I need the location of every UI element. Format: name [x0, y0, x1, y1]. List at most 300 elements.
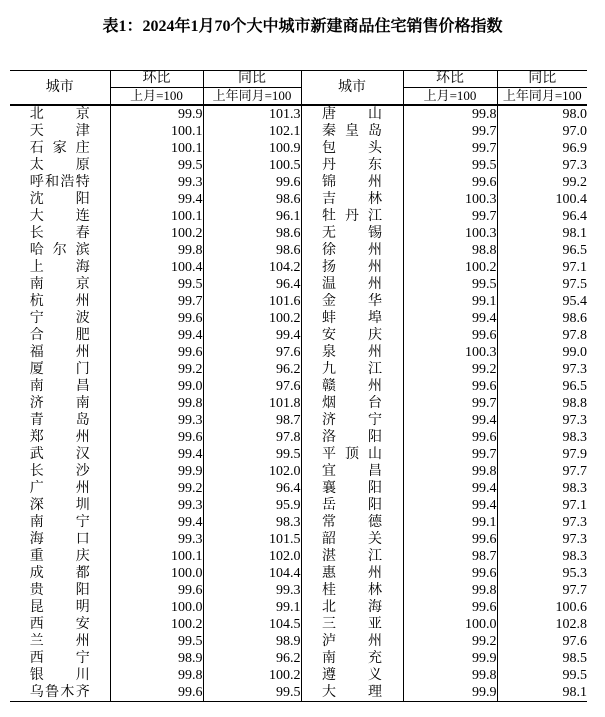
city-name: 太原: [29, 158, 90, 173]
table-row: [10, 378, 587, 395]
index-value-cell: 98.6: [203, 191, 301, 208]
index-value-cell: 97.8: [497, 327, 587, 344]
index-value-cell: 101.6: [203, 293, 301, 310]
table-row: [10, 293, 587, 310]
index-value-cell: 99.2: [110, 480, 203, 497]
city-name: 徐州: [322, 243, 382, 258]
city-name-cell: [10, 208, 110, 225]
index-value-cell: 99.4: [403, 497, 497, 514]
city-name: 福州: [29, 345, 90, 360]
index-value-cell: 95.9: [203, 497, 301, 514]
index-value-cell: 99.2: [110, 361, 203, 378]
yoy-column-header-left: 同比: [203, 71, 301, 88]
table-row: [10, 531, 587, 548]
index-value-cell: 99.6: [110, 684, 203, 702]
city-name-cell: [301, 514, 403, 531]
index-value-cell: 99.5: [110, 633, 203, 650]
table-row: [10, 174, 587, 191]
index-value-cell: 100.3: [403, 344, 497, 361]
city-name: 岳阳: [322, 498, 382, 513]
index-value-cell: 99.8: [403, 463, 497, 480]
city-name: 大连: [29, 209, 90, 224]
city-name: 襄阳: [322, 481, 382, 496]
mom-base-header-right: 上月=100: [403, 88, 497, 106]
index-value-cell: 99.6: [403, 531, 497, 548]
index-value-cell: 99.8: [403, 582, 497, 599]
index-value-cell: 99.4: [110, 327, 203, 344]
index-value-cell: 100.1: [110, 548, 203, 565]
city-name: 锦州: [322, 175, 382, 190]
city-name: 烟台: [322, 396, 382, 411]
table-row: [10, 548, 587, 565]
city-name-cell: [301, 480, 403, 497]
index-value-cell: 99.3: [110, 174, 203, 191]
index-value-cell: 99.6: [203, 174, 301, 191]
city-name-cell: [10, 140, 110, 157]
index-value-cell: 97.3: [497, 531, 587, 548]
city-name-cell: [10, 582, 110, 599]
index-value-cell: 100.0: [110, 599, 203, 616]
city-name-cell: [301, 616, 403, 633]
city-name: 重庆: [29, 549, 90, 564]
table-row: [10, 446, 587, 463]
city-name: 广州: [29, 481, 90, 496]
city-name: 呼和浩特: [29, 175, 90, 190]
city-name: 三亚: [322, 617, 382, 632]
index-value-cell: 95.4: [497, 293, 587, 310]
index-value-cell: 98.0: [497, 105, 587, 123]
table-row: [10, 463, 587, 480]
city-name-cell: [10, 667, 110, 684]
city-name: 南昌: [29, 379, 90, 394]
index-value-cell: 99.5: [110, 276, 203, 293]
index-value-cell: 99.9: [110, 463, 203, 480]
city-name-cell: [301, 684, 403, 702]
index-value-cell: 99.5: [203, 684, 301, 702]
mom-column-header-left: 环比: [110, 71, 203, 88]
city-name-cell: [301, 650, 403, 667]
city-name-cell: [10, 531, 110, 548]
city-name: 西宁: [29, 651, 90, 666]
city-name: 贵阳: [29, 583, 90, 598]
index-value-cell: 96.5: [497, 378, 587, 395]
page-title: 表1：2024年1月70个大中城市新建商品住宅销售价格指数: [102, 18, 503, 35]
table-row: [10, 429, 587, 446]
index-value-cell: 104.4: [203, 565, 301, 582]
city-name: 洛阳: [322, 430, 382, 445]
table-row: [10, 276, 587, 293]
city-name-cell: [301, 599, 403, 616]
city-name-cell: [10, 446, 110, 463]
index-value-cell: 99.6: [110, 344, 203, 361]
city-name-cell: [301, 565, 403, 582]
index-value-cell: 96.4: [497, 208, 587, 225]
city-name: 南京: [29, 277, 90, 292]
table-body: [10, 105, 587, 702]
city-name: 安庆: [322, 328, 382, 343]
index-value-cell: 99.6: [110, 310, 203, 327]
city-name: 湛江: [322, 549, 382, 564]
table-row: [10, 599, 587, 616]
index-value-cell: 99.7: [403, 123, 497, 140]
city-name: 武汉: [29, 447, 90, 462]
city-name: 南充: [322, 651, 382, 666]
city-column-header-right: 城市: [301, 71, 403, 106]
city-name: 宁波: [29, 311, 90, 326]
city-name-cell: [10, 225, 110, 242]
mom-column-header-right: 环比: [403, 71, 497, 88]
index-value-cell: 99.5: [403, 276, 497, 293]
index-value-cell: 98.6: [203, 242, 301, 259]
index-value-cell: 99.3: [110, 497, 203, 514]
index-value-cell: 99.6: [403, 174, 497, 191]
city-name: 赣州: [322, 379, 382, 394]
table-row: [10, 259, 587, 276]
index-value-cell: 97.6: [203, 378, 301, 395]
header-row-main: [10, 71, 587, 88]
index-value-cell: 97.3: [497, 361, 587, 378]
index-value-cell: 100.6: [497, 599, 587, 616]
city-name-cell: [10, 616, 110, 633]
city-name: 哈尔滨: [29, 243, 90, 258]
table-row: [10, 208, 587, 225]
index-value-cell: 98.9: [203, 633, 301, 650]
index-value-cell: 101.5: [203, 531, 301, 548]
mom-base-header-left: 上月=100: [110, 88, 203, 106]
city-name-cell: [10, 105, 110, 123]
city-name-cell: [301, 395, 403, 412]
index-value-cell: 97.3: [497, 412, 587, 429]
table-row: [10, 310, 587, 327]
table-row: [10, 684, 587, 702]
city-name-cell: [10, 633, 110, 650]
price-index-table: [10, 70, 587, 702]
yoy-column-header-right: 同比: [497, 71, 587, 88]
table-row: [10, 191, 587, 208]
city-name-cell: [10, 242, 110, 259]
city-name-cell: [10, 293, 110, 310]
city-name-cell: [301, 225, 403, 242]
city-name-cell: [10, 174, 110, 191]
table-row: [10, 327, 587, 344]
index-value-cell: 99.5: [403, 157, 497, 174]
index-value-cell: 99.4: [110, 191, 203, 208]
index-value-cell: 99.3: [203, 582, 301, 599]
city-name: 长沙: [29, 464, 90, 479]
index-value-cell: 100.1: [110, 140, 203, 157]
city-name-cell: [10, 327, 110, 344]
city-name-cell: [10, 191, 110, 208]
index-value-cell: 100.2: [203, 310, 301, 327]
table-row: [10, 395, 587, 412]
city-name: 海口: [29, 532, 90, 547]
index-value-cell: 95.3: [497, 565, 587, 582]
yoy-base-header-left: 上年同月=100: [203, 88, 301, 106]
index-value-cell: 97.6: [203, 344, 301, 361]
city-name: 九江: [322, 362, 382, 377]
index-value-cell: 99.0: [497, 344, 587, 361]
index-value-cell: 104.5: [203, 616, 301, 633]
index-value-cell: 99.7: [403, 140, 497, 157]
city-name: 北海: [322, 600, 382, 615]
index-value-cell: 99.8: [403, 667, 497, 684]
index-value-cell: 99.6: [403, 565, 497, 582]
index-value-cell: 99.4: [203, 327, 301, 344]
index-value-cell: 98.7: [203, 412, 301, 429]
index-value-cell: 102.8: [497, 616, 587, 633]
city-column-header-left: 城市: [10, 71, 110, 106]
index-value-cell: 99.1: [403, 514, 497, 531]
city-name: 成都: [29, 566, 90, 581]
city-name-cell: [10, 548, 110, 565]
index-value-cell: 100.2: [110, 225, 203, 242]
city-name: 石家庄: [29, 141, 90, 156]
table-row: [10, 225, 587, 242]
index-value-cell: 99.1: [403, 293, 497, 310]
index-value-cell: 99.7: [403, 395, 497, 412]
city-name-cell: [10, 157, 110, 174]
index-value-cell: 99.6: [403, 429, 497, 446]
city-name: 昆明: [29, 600, 90, 615]
city-name: 北京: [29, 107, 90, 122]
table-row: [10, 242, 587, 259]
city-name-cell: [10, 565, 110, 582]
index-value-cell: 100.2: [203, 667, 301, 684]
index-value-cell: 97.3: [497, 157, 587, 174]
city-name-cell: [10, 378, 110, 395]
index-value-cell: 99.5: [497, 667, 587, 684]
index-value-cell: 100.4: [497, 191, 587, 208]
index-value-cell: 97.7: [497, 463, 587, 480]
index-value-cell: 100.3: [403, 225, 497, 242]
city-name-cell: [10, 497, 110, 514]
city-name-cell: [301, 327, 403, 344]
city-name-cell: [301, 208, 403, 225]
index-value-cell: 99.3: [110, 531, 203, 548]
index-value-cell: 102.0: [203, 463, 301, 480]
index-value-cell: 99.7: [403, 446, 497, 463]
city-name: 杭州: [29, 294, 90, 309]
index-value-cell: 99.4: [403, 310, 497, 327]
index-value-cell: 98.3: [497, 480, 587, 497]
index-value-cell: 100.2: [403, 259, 497, 276]
index-value-cell: 99.3: [110, 412, 203, 429]
index-value-cell: 98.8: [403, 242, 497, 259]
index-value-cell: 96.4: [203, 480, 301, 497]
table-row: [10, 667, 587, 684]
index-value-cell: 99.6: [403, 599, 497, 616]
table-header: [10, 71, 587, 106]
city-name: 常德: [322, 515, 382, 530]
index-value-cell: 99.1: [203, 599, 301, 616]
index-value-cell: 98.6: [203, 225, 301, 242]
city-name: 天津: [29, 124, 90, 139]
city-name: 乌鲁木齐: [29, 685, 90, 700]
index-value-cell: 101.3: [203, 105, 301, 123]
index-value-cell: 98.8: [497, 395, 587, 412]
index-value-cell: 99.6: [403, 378, 497, 395]
city-name: 牡丹江: [322, 209, 382, 224]
city-name: 扬州: [322, 260, 382, 275]
index-value-cell: 98.5: [497, 650, 587, 667]
yoy-base-header-right: 上年同月=100: [497, 88, 587, 106]
city-name: 平顶山: [322, 447, 382, 462]
index-value-cell: 99.0: [110, 378, 203, 395]
table-row: [10, 633, 587, 650]
city-name-cell: [301, 497, 403, 514]
city-name: 合肥: [29, 328, 90, 343]
city-name-cell: [301, 582, 403, 599]
index-value-cell: 96.2: [203, 361, 301, 378]
city-name: 兰州: [29, 634, 90, 649]
index-value-cell: 99.5: [203, 446, 301, 463]
table-row: [10, 616, 587, 633]
city-name-cell: [301, 463, 403, 480]
city-name: 桂林: [322, 583, 382, 598]
index-value-cell: 97.5: [497, 276, 587, 293]
city-name-cell: [301, 276, 403, 293]
city-name-cell: [301, 412, 403, 429]
index-value-cell: 98.3: [497, 548, 587, 565]
index-value-cell: 102.0: [203, 548, 301, 565]
city-name-cell: [301, 667, 403, 684]
city-name: 温州: [322, 277, 382, 292]
city-name-cell: [10, 463, 110, 480]
index-value-cell: 96.2: [203, 650, 301, 667]
index-value-cell: 100.2: [110, 616, 203, 633]
table-row: [10, 157, 587, 174]
index-value-cell: 97.0: [497, 123, 587, 140]
city-name: 蚌埠: [322, 311, 382, 326]
index-value-cell: 99.9: [403, 650, 497, 667]
city-name: 韶关: [322, 532, 382, 547]
city-name: 济宁: [322, 413, 382, 428]
city-name-cell: [301, 191, 403, 208]
city-name: 遵义: [322, 668, 382, 683]
index-value-cell: 98.3: [203, 514, 301, 531]
index-value-cell: 99.7: [110, 293, 203, 310]
index-value-cell: 99.6: [403, 327, 497, 344]
city-name-cell: [301, 157, 403, 174]
city-name-cell: [301, 293, 403, 310]
city-name: 南宁: [29, 515, 90, 530]
index-value-cell: 98.1: [497, 684, 587, 702]
city-name-cell: [10, 599, 110, 616]
index-value-cell: 99.8: [110, 667, 203, 684]
index-value-cell: 97.3: [497, 514, 587, 531]
index-value-cell: 99.4: [403, 480, 497, 497]
table-row: [10, 582, 587, 599]
table-row: [10, 497, 587, 514]
table-row: [10, 412, 587, 429]
index-value-cell: 100.3: [403, 191, 497, 208]
table-row: [10, 650, 587, 667]
index-value-cell: 99.9: [403, 684, 497, 702]
index-value-cell: 99.4: [110, 514, 203, 531]
index-value-cell: 99.2: [403, 361, 497, 378]
city-name-cell: [10, 684, 110, 702]
city-name: 宜昌: [322, 464, 382, 479]
city-name-cell: [301, 174, 403, 191]
index-value-cell: 99.6: [110, 429, 203, 446]
index-value-cell: 99.6: [110, 582, 203, 599]
index-value-cell: 96.9: [497, 140, 587, 157]
city-name: 厦门: [29, 362, 90, 377]
index-value-cell: 100.1: [110, 208, 203, 225]
city-name-cell: [10, 344, 110, 361]
city-name-cell: [301, 105, 403, 123]
city-name: 泸州: [322, 634, 382, 649]
city-name-cell: [301, 378, 403, 395]
table-row: [10, 344, 587, 361]
index-value-cell: 101.8: [203, 395, 301, 412]
city-name-cell: [10, 480, 110, 497]
table-row: [10, 105, 587, 123]
index-value-cell: 99.2: [497, 174, 587, 191]
city-name: 吉林: [322, 192, 382, 207]
index-value-cell: 99.2: [403, 633, 497, 650]
index-value-cell: 98.7: [403, 548, 497, 565]
index-value-cell: 99.8: [110, 395, 203, 412]
index-value-cell: 99.8: [403, 105, 497, 123]
city-name: 唐山: [322, 107, 382, 122]
index-value-cell: 102.1: [203, 123, 301, 140]
city-name-cell: [10, 361, 110, 378]
index-value-cell: 99.7: [403, 208, 497, 225]
city-name: 西安: [29, 617, 90, 632]
city-name: 无锡: [322, 226, 382, 241]
city-name-cell: [301, 548, 403, 565]
city-name: 青岛: [29, 413, 90, 428]
city-name-cell: [301, 123, 403, 140]
city-name-cell: [301, 429, 403, 446]
index-value-cell: 98.9: [110, 650, 203, 667]
city-name: 包头: [322, 141, 382, 156]
city-name-cell: [301, 310, 403, 327]
index-value-cell: 100.0: [110, 565, 203, 582]
city-name-cell: [301, 446, 403, 463]
city-name-cell: [10, 259, 110, 276]
city-name: 上海: [29, 260, 90, 275]
index-value-cell: 99.9: [110, 105, 203, 123]
city-name-cell: [10, 412, 110, 429]
index-value-cell: 100.4: [110, 259, 203, 276]
city-name-cell: [301, 140, 403, 157]
city-name-cell: [10, 429, 110, 446]
city-name-cell: [10, 650, 110, 667]
index-value-cell: 98.3: [497, 429, 587, 446]
city-name: 惠州: [322, 566, 382, 581]
city-name-cell: [10, 514, 110, 531]
index-value-cell: 96.5: [497, 242, 587, 259]
table-row: [10, 514, 587, 531]
table-row: [10, 361, 587, 378]
city-name-cell: [301, 259, 403, 276]
index-value-cell: 100.0: [403, 616, 497, 633]
city-name: 银川: [29, 668, 90, 683]
index-value-cell: 99.8: [110, 242, 203, 259]
city-name: 深圳: [29, 498, 90, 513]
index-value-cell: 99.4: [110, 446, 203, 463]
city-name: 秦皇岛: [322, 124, 382, 139]
index-value-cell: 96.1: [203, 208, 301, 225]
city-name-cell: [301, 242, 403, 259]
city-name: 大理: [322, 685, 382, 700]
city-name: 济南: [29, 396, 90, 411]
table-row: [10, 480, 587, 497]
index-value-cell: 97.1: [497, 259, 587, 276]
index-value-cell: 100.9: [203, 140, 301, 157]
